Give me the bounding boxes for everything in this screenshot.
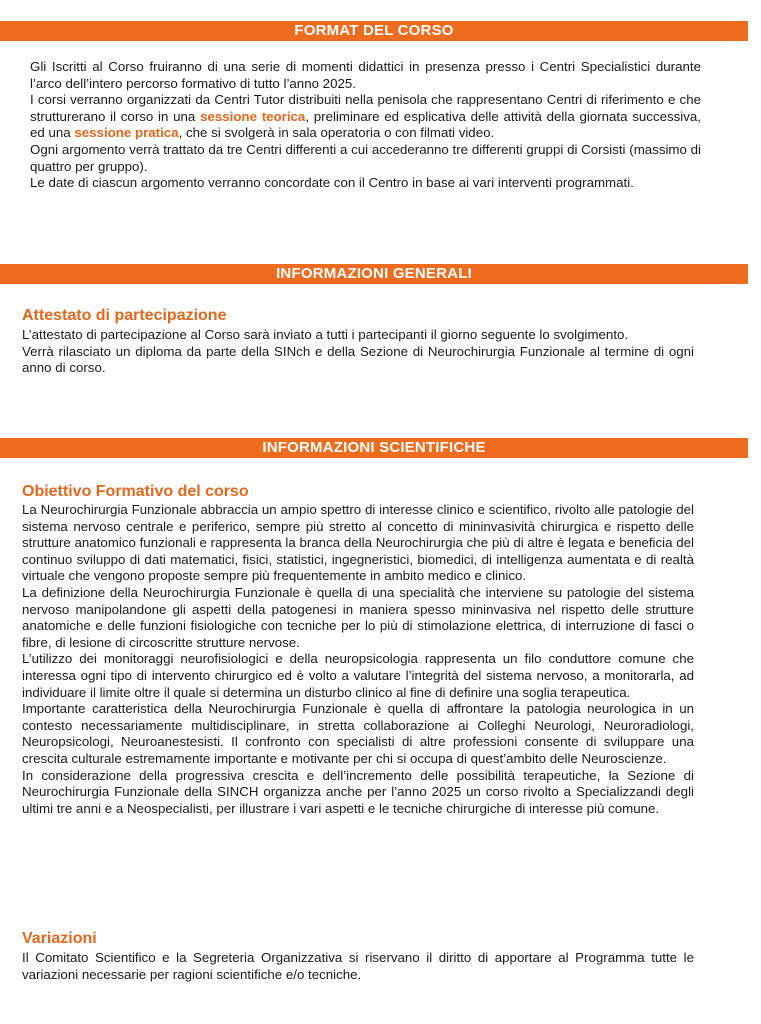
section-bar-generali: INFORMAZIONI GENERALI — [0, 264, 748, 284]
variazioni-paragraph: Il Comitato Scientifico e la Segreteria Organizzativa si riservano il diritto di apportare al Programma tutte le variazioni necessarie per ragioni scientifiche e/o tecniche. — [22, 950, 694, 982]
generali-body — [22, 327, 694, 377]
variazioni-body — [22, 950, 694, 983]
scientifiche-paragraph: L’utilizzo dei monitoraggi neurofisiologici e della neuropsicologia rappresenta un filo conduttore comune che interessa ogni tipo di intervento chirurgico ed è volto a valutare l’integrità del sistema nervoso, a monitorarla, ad individuare il limite oltre il quale si determina un disturbo clinico al fine di definire una soglia terapeutica. — [22, 651, 694, 700]
scientifiche-paragraph: Importante caratteristica della Neurochirurgia Funzionale è quella di affrontare la patologia neurologica in un contesto necessariamente multidisciplinare, in stretta collaborazione ai Colleghi Neurologi, Neuroradiologi, Neuropsicologi, Neuroanestesisti. Il confronto con specialisti di altre professioni consente di sviluppare una crescita culturale estremamente importante e motivante per chi si occupa di quest’ambito delle Neuroscienze. — [22, 701, 694, 766]
scientifiche-paragraph: La Neurochirurgia Funzionale abbraccia un ampio spettro di interesse clinico e scientifico, rivolto alle patologie del sistema nervoso centrale e periferico, sempre più stretto al concetto di mininvasività chirurgica e rispetto delle strutture anatomico funzionali e rappresenta la branca della Neurochirurgia che più di altre è legata e beneficia del continuo sviluppo di dati matematici, fisici, statistici, ingegneristici, biomedici, di intelligenza aumentata e di realtà virtuale che vengono proposte sempre più frequentemente in ambito medico e clinico. — [22, 502, 694, 584]
scientifiche-paragraph: La definizione della Neurochirurgia Funzionale è quella di una specialità che interviene su patologie del sistema nervoso manipolandone gli aspetti della patogenesi in maniera spesso mininvasiva nel rispetto delle strutture anatomiche e delle funzioni fisiologiche con tecniche per lo più di stimolazione elettrica, di interruzione di fasci o fibre, di lesione di circoscritte strutture nervose. — [22, 584, 694, 650]
subheading-attestato: Attestato di partecipazione — [22, 307, 227, 324]
section-bar-scientifiche: INFORMAZIONI SCIENTIFICHE — [0, 438, 748, 458]
format-body — [30, 59, 701, 192]
format-paragraph: Gli Iscritti al Corso fruiranno di una serie di momenti didattici in presenza presso i Centri Specialistici durante l’arco dell’intero percorso formativo di tutto l’anno 2025. — [30, 59, 701, 91]
subheading-obiettivo: Obiettivo Formativo del corso — [22, 483, 249, 500]
generali-paragraph: L’attestato di partecipazione al Corso sarà inviato a tutti i partecipanti il giorno seguente lo svolgimento. — [22, 327, 629, 342]
format-paragraph: Le date di ciascun argomento verranno concordate con il Centro in base ai vari interventi programmati. — [30, 175, 634, 191]
generali-paragraph: Verrà rilasciato un diploma da parte della SINch e della Sezione di Neurochirurgia Funzionale al termine di ogni anno di corso. — [22, 343, 694, 376]
format-paragraph: Ogni argomento verrà trattato da tre Centri differenti a cui accederanno tre differenti gruppi di Corsisti (massimo di quattro per gruppo). — [30, 141, 701, 174]
format-paragraph: I corsi verranno organizzati da Centri Tutor distribuiti nella penisola che rappresentano Centri di riferimento e che strutturerano il corso in una sessione teorica, preliminare ed esplicativa delle attività della giornata successiva, ed una sessione pratica, che si svolgerà in sala operatoria o con filmati video. — [30, 92, 701, 141]
scientifiche-paragraph: In considerazione della progressiva crescita e dell’incremento delle possibilità terapeutiche, la Sezione di Neurochirurgia Funzionale della SINCH organizza anche per l’anno 2025 un corso rivolto a Specializzandi degli ultimi tre anni e a Neospecialisti, per illustrare i vari aspetti e le tecniche chirurgiche di interesse più comune. — [22, 767, 694, 816]
subheading-variazioni: Variazioni — [22, 930, 97, 947]
highlight-sessione-pratica: sessione pratica — [74, 125, 179, 141]
highlight-sessione-teorica: sessione teorica — [200, 108, 306, 124]
scientifiche-body — [22, 502, 694, 817]
section-bar-format: FORMAT DEL CORSO — [0, 21, 748, 41]
